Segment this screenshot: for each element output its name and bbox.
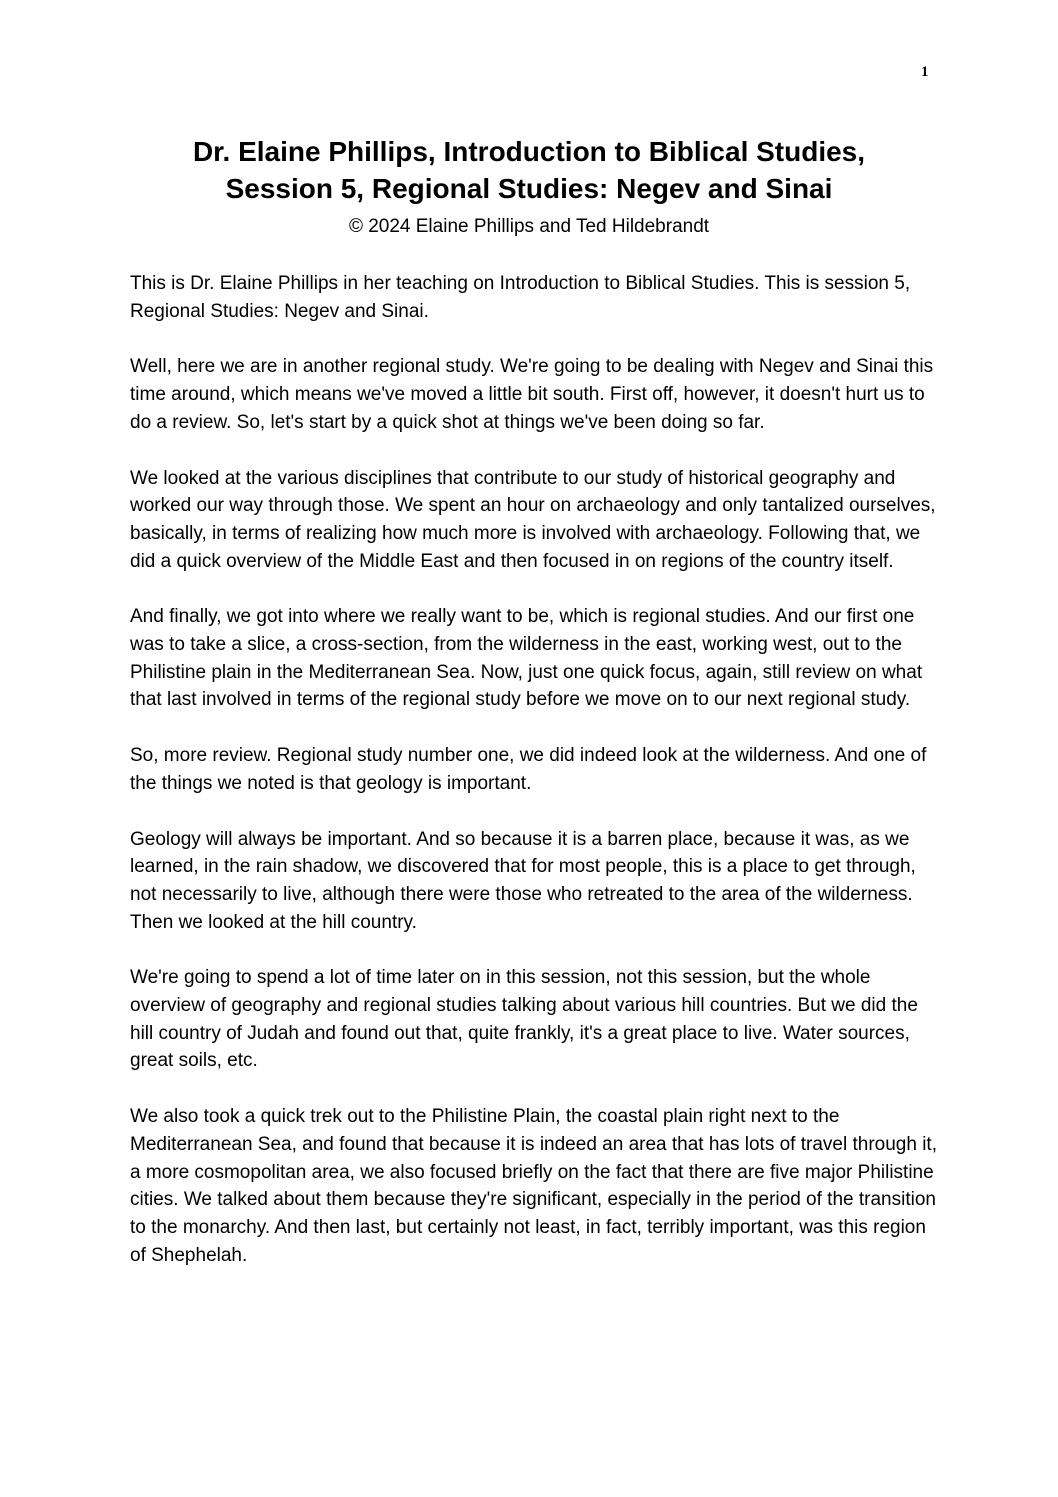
paragraph: We also took a quick trek out to the Philistine Plain, the coastal plain right next to the Mediterranean Sea, and found that because it is indeed an area that has lots of travel through it, a more cosmopolitan area, we also focused briefly on the fact that there are five major Philistine cities. We talked about them because they're significant, especially in the period of the transition to the monarchy. And then last, but certainly not least, in fact, terribly important, was this region of Shephelah. [130, 1106, 937, 1266]
paragraph: Geology will always be important. And so because it is a barren place, because it was, as we learned, in the rain shadow, we discovered that for most people, this is a place to get through, not necessarily to live, although there were those who retreated to the area of the wilderness. Then we looked at the hill country. [130, 828, 916, 933]
page-number: 1 [921, 64, 929, 80]
document-title [80, 133, 978, 207]
paragraph: So, more review. Regional study number one, we did indeed look at the wilderness. And one of the things we noted is that geology is important. [130, 745, 927, 794]
title-line-2: Session 5, Regional Studies: Negev and Sinai [225, 173, 833, 204]
paragraph: We looked at the various disciplines that contribute to our study of historical geography and worked our way through those. We spent an hour on archaeology and only tantalized ourselves, basically, in terms of realizing how much more is involved with archaeology. Following that, we did a quick overview of the Middle East and then focused in on regions of the country itself. [130, 467, 936, 572]
paragraph: And finally, we got into where we really want to be, which is regional studies. And our first one was to take a slice, a cross-section, from the wilderness in the east, working west, out to the Philistine plain in the Mediterranean Sea. Now, just one quick focus, again, still review on what that last involved in terms of the regional study before we move on to our next regional study. [130, 606, 923, 711]
copyright-line: © 2024 Elaine Phillips and Ted Hildebrandt [348, 216, 710, 237]
document-body [130, 270, 945, 1297]
paragraph: This is Dr. Elaine Phillips in her teaching on Introduction to Biblical Studies. This is session 5, Regional Studies: Negev and Sinai. [130, 273, 911, 322]
paragraph: We're going to spend a lot of time later on in this session, not this session, but the whole overview of geography and regional studies talking about various hill countries. But we did the hill country of Judah and found out that, quite frankly, it's a great place to live. Water sources, great soils, etc. [130, 967, 918, 1072]
paragraph: Well, here we are in another regional study. We're going to be dealing with Negev and Sinai this time around, which means we've moved a little bit south. First off, however, it doesn't hurt us to do a review. So, let's start by a quick shot at things we've been doing so far. [130, 356, 934, 433]
title-line-1: Dr. Elaine Phillips, Introduction to Biblical Studies, [192, 136, 866, 167]
